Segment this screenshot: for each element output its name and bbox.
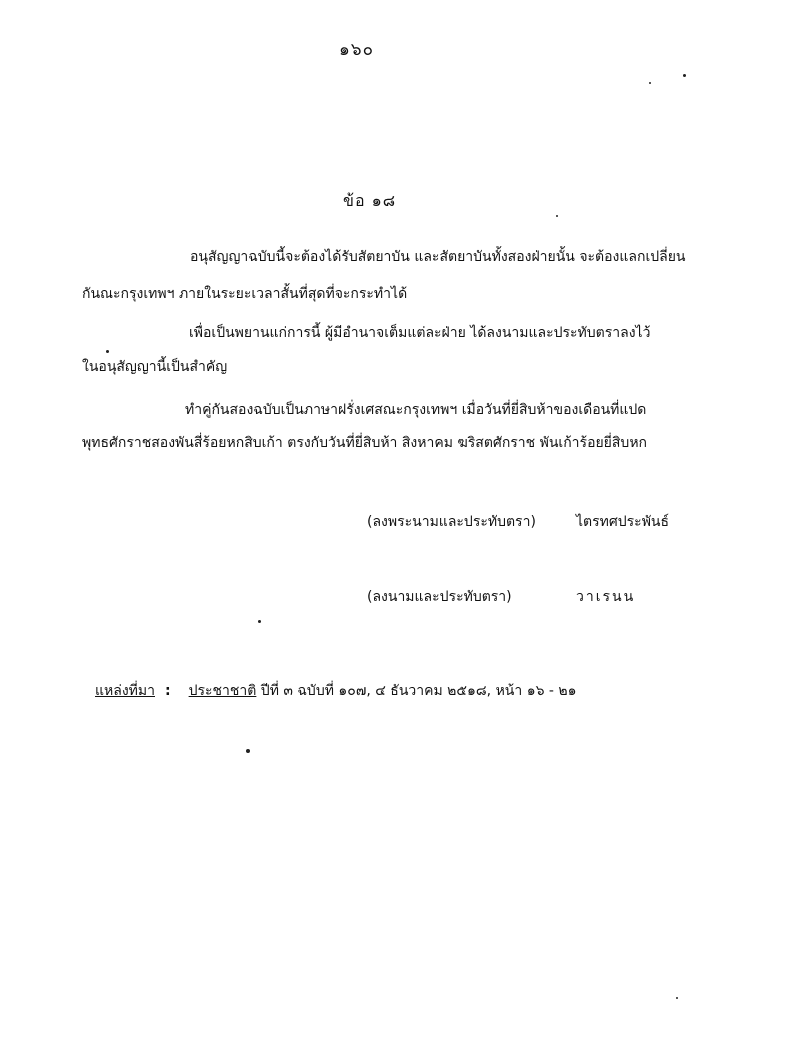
scan-speck xyxy=(676,997,678,999)
scan-speck xyxy=(246,749,250,753)
source-citation xyxy=(95,680,577,702)
paragraph-3-line-1: ทำคู่กันสองฉบับเป็นภาษาฝรั่งเศสณะกรุงเทพฯ เมื่อวันที่ยี่สิบห้าของเดือนที่แปด xyxy=(185,402,647,418)
article-heading: ข้อ ๑๘ xyxy=(343,191,397,210)
scan-speck xyxy=(556,215,558,217)
scan-speck xyxy=(649,82,651,84)
scan-speck xyxy=(683,74,686,77)
paragraph-3-line-2: พุทธศักราชสองพันสี่ร้อยหกสิบเก้า ตรงกับวันที่ยี่สิบห้า สิงหาคม ฆริสตศักราช พันเก้าร้อยยี่สิบหก xyxy=(82,435,648,451)
paragraph-1-line-2: กันณะกรุงเทพฯ ภายในระยะเวลาสั้นที่สุดที่จะกระทำได้ xyxy=(82,286,408,302)
signature-2-name: วาเรนน xyxy=(576,589,636,605)
signature-1-name: ไตรทศประพันธ์ xyxy=(576,514,670,530)
paragraph-2-line-1: เพื่อเป็นพยานแก่การนี้ ผู้มีอำนาจเต็มแต่ละฝ่าย ได้ลงนามและประทับตราลงไว้ xyxy=(189,325,651,341)
scan-speck xyxy=(106,350,109,353)
signature-2-label: (ลงนามและประทับตรา) xyxy=(367,589,512,605)
paragraph-2-line-2: ในอนุสัญญานี้เป็นสำคัญ xyxy=(82,359,228,375)
source-label: แหล่งที่มา xyxy=(95,683,155,699)
source-colon: : xyxy=(165,683,171,699)
scan-speck xyxy=(258,620,261,623)
page-number: ๑๖๐ xyxy=(339,40,374,60)
source-publication: ประชาชาติ xyxy=(188,683,257,699)
source-details: ปีที่ ๓ ฉบับที่ ๑๐๗, ๔ ธันวาคม ๒๕๑๘, หน้า ๑๖ - ๒๑ xyxy=(256,683,577,699)
signature-1-label: (ลงพระนามและประทับตรา) xyxy=(367,514,536,530)
paragraph-1-line-1: อนุสัญญาฉบับนี้จะต้องได้รับสัตยาบัน และสัตยาบันทั้งสองฝ่ายนั้น จะต้องแลกเปลี่ยน xyxy=(190,249,686,265)
